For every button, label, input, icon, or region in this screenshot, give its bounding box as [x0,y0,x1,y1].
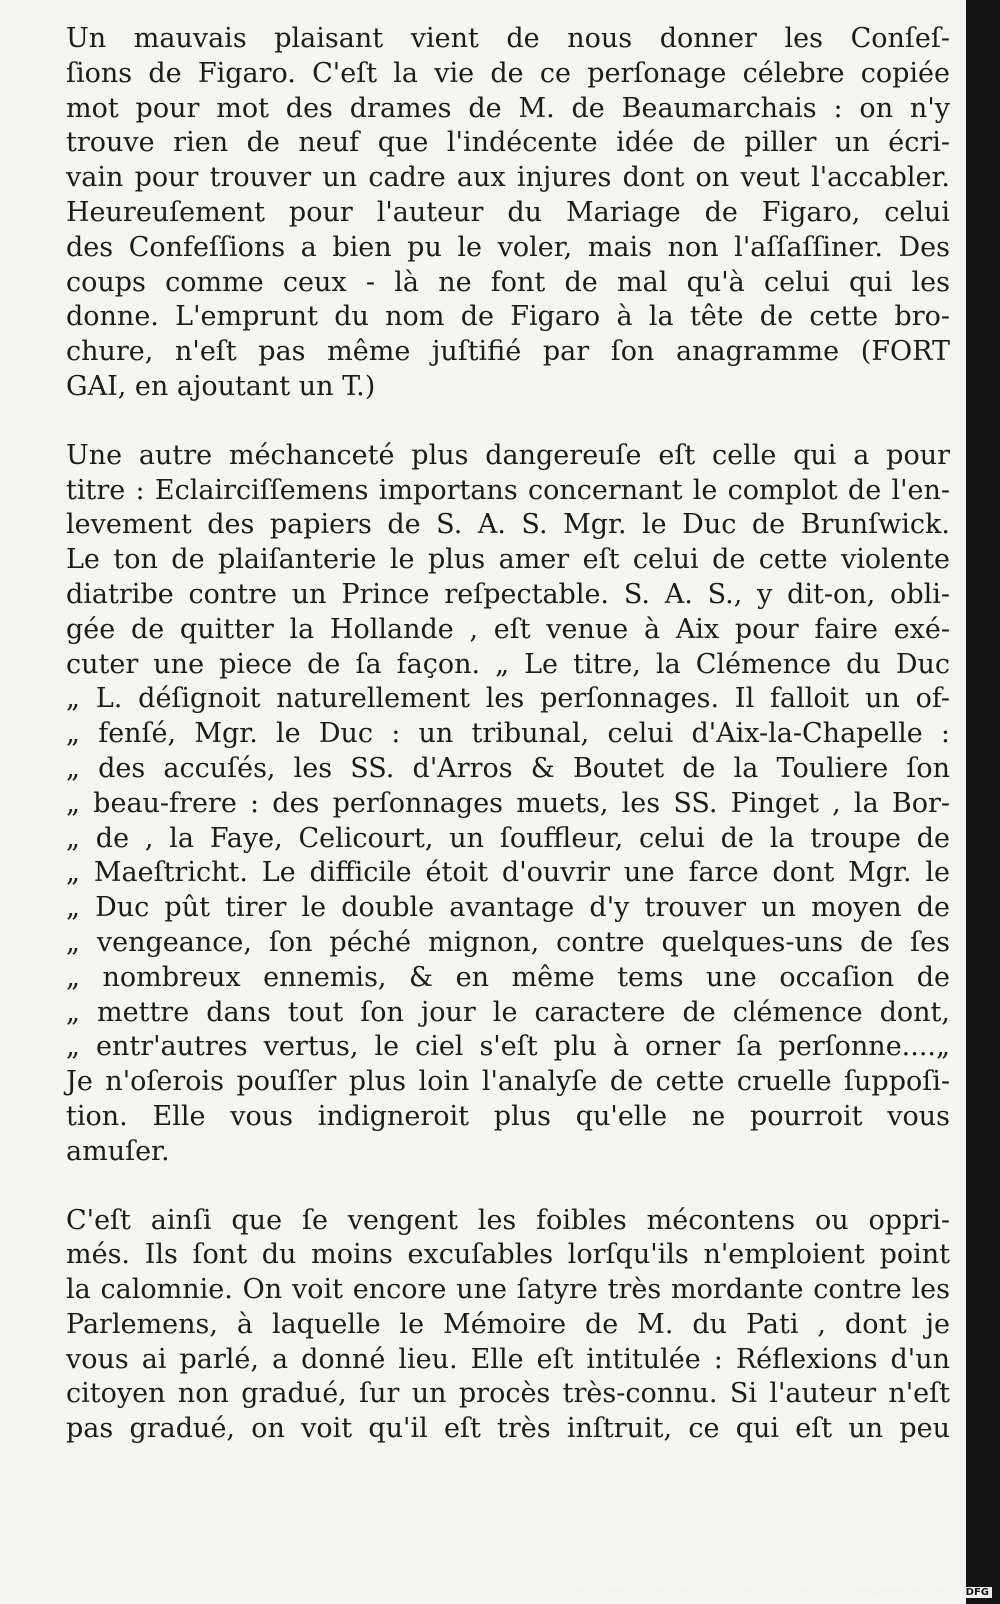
text-line: pas gradué, on voit qu'il eſt très inſtruit, ce qui eſt un peu [66,1413,950,1445]
text-line: „ fenſé, Mgr. le Duc : un tribunal, celui d'Aix-la-Chapelle : [66,718,950,750]
text-line: donne. L'emprunt du nom de Figaro à la tête de cette bro- [66,301,950,333]
text-line: vain pour trouver un cadre aux injures dont on veut l'accabler. [66,162,950,194]
text-line: Une autre méchanceté plus dangereuſe eſt celle qui a pour [66,439,950,471]
text-line: vous ai parlé, a donné lieu. Elle eſt intitulée : Réflexions d'un [66,1343,950,1375]
text-line: Le ton de plaiſanterie le plus amer eſt celui de cette violente [66,544,950,576]
text-line: coups comme ceux - là ne font de mal qu'à celui qui les [66,266,950,298]
text-line: chure, n'eſt pas même juſtifié par ſon anagramme (FORT [66,336,950,368]
text-line: mot pour mot des drames de M. de Beaumarchais : on n'y [66,92,950,124]
text-line: citoyen non gradué, ſur un procès très-connu. Si l'auteur n'eſt [66,1378,950,1410]
text-line: Un mauvais plaisant vient de nous donner les Conſeſ- [66,23,950,54]
text-line: „ beau-frere : des perſonnages muets, les SS. Pinget , la Bor- [66,787,950,819]
text-line: des Confeſſions a bien pu le voler, mais non l'aſſaſſiner. Des [66,231,950,263]
text-line: més. Ils ſont du moins excuſables lorſqu'ils n'emploient point [66,1239,950,1271]
text-line: GAI, en ajoutant un T.) [66,370,376,402]
text-line: Heureuſement pour l'auteur du Mariage de Figaro, celui [66,196,950,228]
text-line: „ Maeſtricht. Le difficile étoit d'ouvrir une farce dont Mgr. le [66,857,950,889]
text-line: levement des papiers de S. A. S. Mgr. le Duc de Brunſwick. [66,509,950,541]
text-line: la calomnie. On voit encore une ſatyre très mordante contre les [66,1274,950,1306]
text-line: „ des accuſés, les SS. d'Arros & Boutet de la Touliere ſon [66,752,950,784]
text-line: titre : Eclairciſſemens importans concernant le complot de l'en- [66,474,950,506]
dfg-logo: DFG [963,1587,992,1598]
text-line: C'eſt ainſi que ſe vengent les foibles mécontens ou oppri- [66,1204,950,1236]
paragraph-3 [66,1204,950,1448]
text-line: Parlemens, à laquelle le Mémoire de M. du Pati , dont je [66,1308,950,1340]
text-line: gée de quitter la Hollande , eſt venue à Aix pour faire exé- [66,613,950,645]
text-line: „ L. déſignoit naturellement les perſonnages. Il falloit un of- [66,683,950,715]
text-line: „ mettre dans tout ſon jour le caractere de clémence dont, [66,996,950,1028]
text-line: cuter une piece de ſa façon. „ Le titre, la Clémence du Duc [66,648,950,680]
digitization-credit [563,1585,992,1598]
text-line: „ vengeance, ſon péché mignon, contre quelques-uns de ſes [66,926,950,958]
text-line: diatribe contre un Prince reſpectable. S. A. S., y dit-on, obli- [66,578,950,610]
text-line: trouve rien de neuf que l'indécente idée de piller un écri- [66,127,950,159]
text-line: tion. Elle vous indigneroit plus qu'elle ne pourroit vous [66,1100,950,1132]
text-line: „ nombreux ennemis, & en même tems une occaſion de [66,961,950,993]
page-text [66,22,950,1447]
text-line: „ Duc pût tirer le double avantage d'y trouver un moyen de [66,892,950,924]
text-line: amuſer. [66,1135,170,1167]
credit-text: Digitalisierung gefördert durch die Deutsche Forschungsgemeinschaft · [563,1585,957,1598]
text-line: ſions de Figaro. C'eſt la vie de ce perſonage célebre copiée [66,57,950,89]
text-line: Je n'oſerois pouſſer plus loin l'analyſe de cette cruelle ſuppoſi- [66,1066,950,1098]
text-line: „ de , la Faye, Celicourt, un ſouffleur, celui de la troupe de [66,822,950,854]
text-line: „ entr'autres vertus, le ciel s'eſt plu à orner ſa perſonne....„ [66,1031,950,1063]
paragraph-2 [66,439,950,1170]
paragraph-1 [66,22,950,405]
